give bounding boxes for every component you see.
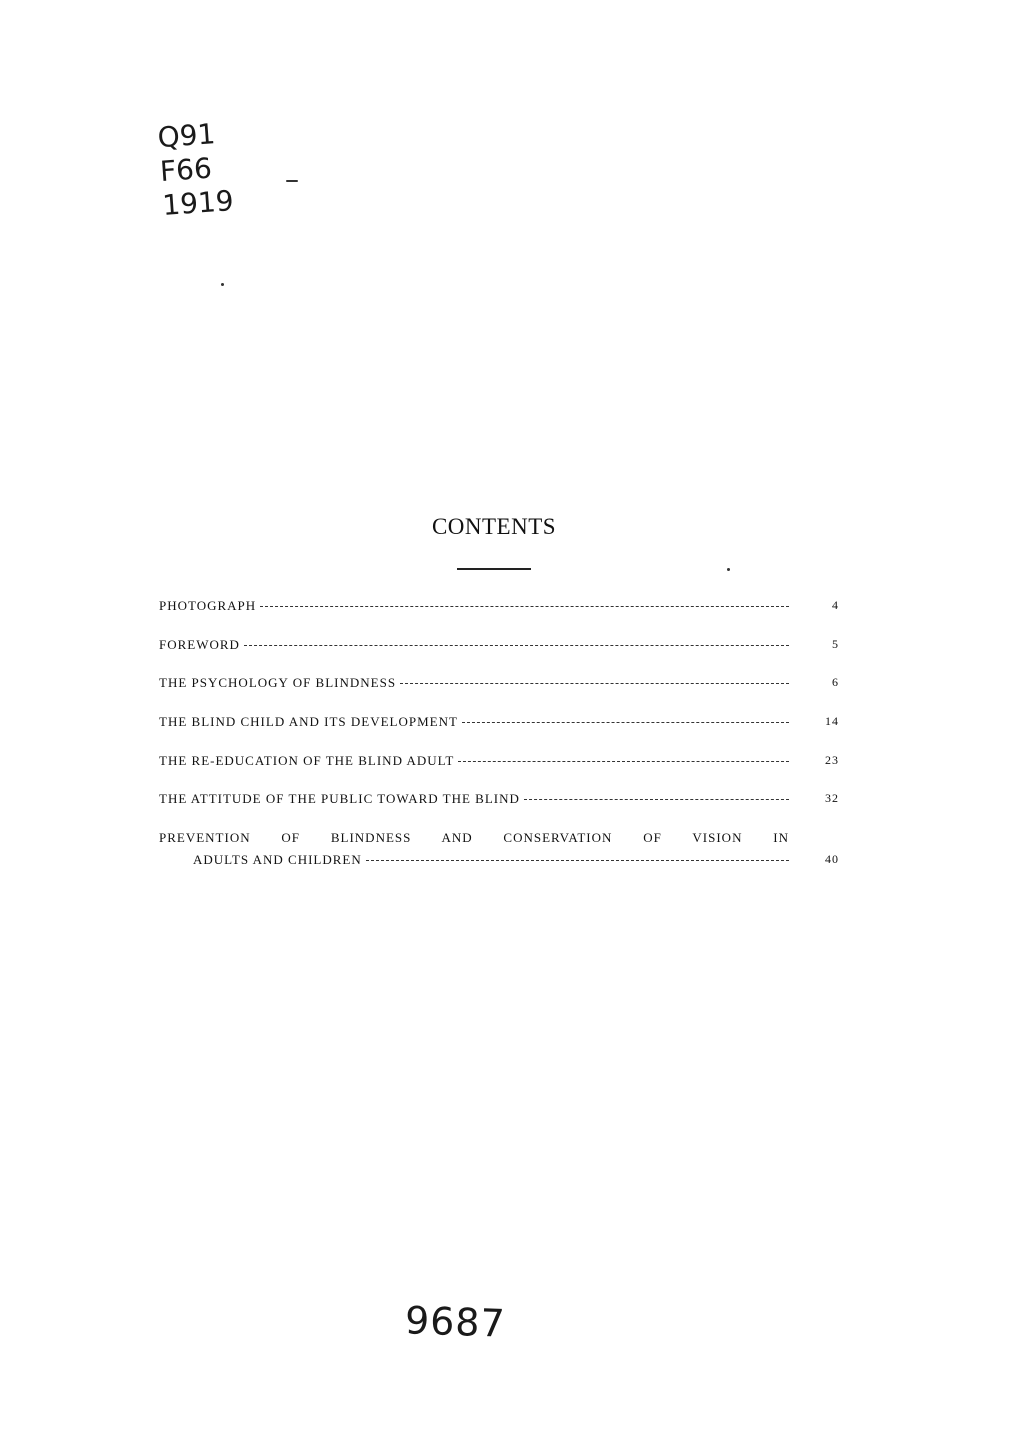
toc-entry-attitude[interactable] (159, 791, 839, 830)
toc-entry-title: PHOTOGRAPH (159, 598, 257, 613)
toc-entry-title: THE ATTITUDE OF THE PUBLIC TOWARD THE BLIND (159, 791, 520, 807)
page-title-text: CONTENTS (431, 514, 557, 539)
accession-number-annotation: 9687 (404, 1298, 507, 1346)
call-number-line: Q91 (156, 117, 217, 155)
dot-leader (244, 645, 789, 646)
toc-entry-line (159, 637, 789, 653)
toc-entry-title: THE BLIND CHILD AND ITS DEVELOPMENT (159, 714, 458, 730)
toc-page-number: 40 (825, 852, 839, 867)
ink-speck (221, 283, 224, 286)
toc-entry-line (159, 753, 789, 769)
toc-entry-title: THE RE-EDUCATION OF THE BLIND ADULT (159, 752, 455, 768)
toc-entry-line (159, 791, 789, 807)
ink-mark (286, 180, 298, 182)
title-rule (457, 568, 531, 570)
toc-entry-title: FOREWORD (159, 636, 240, 652)
toc-entry-line (159, 675, 789, 691)
ink-speck (727, 568, 730, 571)
call-number-line: 1919 (161, 184, 235, 223)
dot-leader (260, 606, 789, 607)
toc-page-number: 5 (832, 636, 839, 651)
toc-entry-psychology[interactable] (159, 675, 839, 714)
table-of-contents (159, 598, 839, 880)
dot-leader (458, 761, 789, 762)
toc-page-number: 4 (832, 598, 839, 612)
page-title (0, 514, 1018, 540)
toc-entry-title-continued: ADULTS AND CHILDREN (193, 852, 362, 868)
toc-entry-photograph[interactable] (159, 598, 839, 637)
dot-leader (400, 683, 789, 684)
toc-page-number: 14 (825, 714, 839, 729)
toc-entry-foreword[interactable] (159, 637, 839, 676)
toc-entry-title: PREVENTION OF BLINDNESS AND CONSERVATION OF VISION IN (159, 830, 789, 846)
toc-entry-line (193, 852, 789, 868)
call-number-annotation (157, 115, 254, 223)
toc-page-number: 6 (832, 675, 839, 690)
toc-entry-line (159, 714, 789, 730)
toc-entry-title: THE PSYCHOLOGY OF BLINDNESS (159, 675, 397, 691)
toc-page-number: 23 (825, 752, 839, 767)
dot-leader (462, 722, 789, 723)
toc-entry-line (159, 598, 789, 614)
toc-entry-re-education[interactable] (159, 753, 839, 792)
dot-leader (524, 799, 789, 800)
toc-page-number: 32 (825, 791, 839, 806)
dot-leader (366, 860, 789, 861)
toc-entry-prevention[interactable] (159, 830, 839, 880)
toc-entry-blind-child[interactable] (159, 714, 839, 753)
call-number-line: F66 (158, 151, 213, 189)
